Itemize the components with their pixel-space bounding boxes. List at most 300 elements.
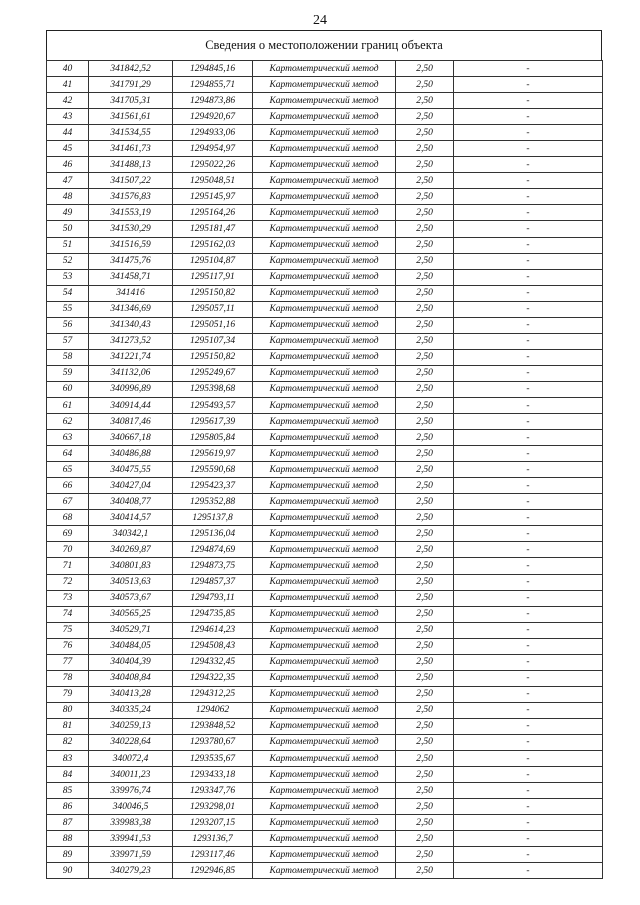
cell-point-number: 78 — [47, 670, 89, 686]
table-row — [47, 109, 603, 125]
cell-coordinate-y: 1293207,15 — [173, 815, 253, 831]
cell-method: Картометрический метод — [253, 734, 396, 750]
cell-accuracy: 2,50 — [396, 189, 454, 205]
cell-point-number: 75 — [47, 622, 89, 638]
cell-point-number: 56 — [47, 317, 89, 333]
cell-coordinate-x: 340335,24 — [89, 702, 173, 718]
cell-point-number: 52 — [47, 253, 89, 269]
cell-method: Картометрический метод — [253, 285, 396, 301]
cell-accuracy: 2,50 — [396, 622, 454, 638]
table-row — [47, 221, 603, 237]
cell-description: - — [454, 799, 603, 815]
cell-description: - — [454, 205, 603, 221]
table-title: Сведения о местоположении границ объекта — [46, 30, 602, 60]
cell-method: Картометрический метод — [253, 718, 396, 734]
table-row — [47, 654, 603, 670]
cell-coordinate-x: 340475,55 — [89, 462, 173, 478]
cell-description: - — [454, 349, 603, 365]
cell-coordinate-y: 1294873,75 — [173, 558, 253, 574]
cell-coordinate-y: 1295249,67 — [173, 365, 253, 381]
cell-point-number: 69 — [47, 526, 89, 542]
cell-description: - — [454, 462, 603, 478]
cell-point-number: 86 — [47, 799, 89, 815]
cell-method: Картометрический метод — [253, 141, 396, 157]
cell-point-number: 59 — [47, 365, 89, 381]
table-row — [47, 558, 603, 574]
cell-coordinate-x: 341534,55 — [89, 125, 173, 141]
cell-accuracy: 2,50 — [396, 863, 454, 879]
table-row — [47, 189, 603, 205]
table-row — [47, 702, 603, 718]
cell-coordinate-y: 1295423,37 — [173, 478, 253, 494]
cell-method: Картометрический метод — [253, 558, 396, 574]
cell-accuracy: 2,50 — [396, 221, 454, 237]
cell-accuracy: 2,50 — [396, 590, 454, 606]
table-row — [47, 799, 603, 815]
cell-accuracy: 2,50 — [396, 702, 454, 718]
cell-coordinate-y: 1295048,51 — [173, 173, 253, 189]
cell-description: - — [454, 269, 603, 285]
cell-method: Картометрический метод — [253, 606, 396, 622]
table-row — [47, 847, 603, 863]
cell-point-number: 46 — [47, 157, 89, 173]
cell-coordinate-y: 1294873,86 — [173, 93, 253, 109]
cell-point-number: 55 — [47, 301, 89, 317]
cell-method: Картометрический метод — [253, 269, 396, 285]
cell-coordinate-x: 341791,29 — [89, 77, 173, 93]
table-row — [47, 317, 603, 333]
cell-method: Картометрический метод — [253, 221, 396, 237]
cell-point-number: 49 — [47, 205, 89, 221]
cell-method: Картометрический метод — [253, 622, 396, 638]
cell-accuracy: 2,50 — [396, 93, 454, 109]
cell-accuracy: 2,50 — [396, 815, 454, 831]
table-row — [47, 77, 603, 93]
cell-coordinate-x: 341132,06 — [89, 365, 173, 381]
cell-coordinate-x: 341576,83 — [89, 189, 173, 205]
cell-point-number: 87 — [47, 815, 89, 831]
cell-point-number: 61 — [47, 397, 89, 413]
cell-accuracy: 2,50 — [396, 831, 454, 847]
cell-description: - — [454, 189, 603, 205]
cell-coordinate-y: 1295107,34 — [173, 333, 253, 349]
cell-point-number: 70 — [47, 542, 89, 558]
cell-method: Картометрический метод — [253, 638, 396, 654]
cell-accuracy: 2,50 — [396, 654, 454, 670]
cell-coordinate-x: 341346,69 — [89, 301, 173, 317]
cell-method: Картометрический метод — [253, 702, 396, 718]
table-row — [47, 446, 603, 462]
cell-method: Картометрический метод — [253, 494, 396, 510]
cell-coordinate-y: 1294954,97 — [173, 141, 253, 157]
cell-coordinate-y: 1295619,97 — [173, 446, 253, 462]
cell-method: Картометрический метод — [253, 670, 396, 686]
cell-method: Картометрический метод — [253, 93, 396, 109]
cell-coordinate-y: 1295162,03 — [173, 237, 253, 253]
cell-accuracy: 2,50 — [396, 253, 454, 269]
cell-description: - — [454, 542, 603, 558]
cell-accuracy: 2,50 — [396, 751, 454, 767]
cell-method: Картометрический метод — [253, 783, 396, 799]
page-number: 24 — [313, 13, 327, 28]
cell-accuracy: 2,50 — [396, 510, 454, 526]
cell-description: - — [454, 558, 603, 574]
table-row — [47, 815, 603, 831]
table-row — [47, 237, 603, 253]
cell-point-number: 67 — [47, 494, 89, 510]
cell-method: Картометрический метод — [253, 751, 396, 767]
cell-coordinate-x: 340513,63 — [89, 574, 173, 590]
cell-coordinate-x: 340046,5 — [89, 799, 173, 815]
table-row — [47, 462, 603, 478]
table-row — [47, 173, 603, 189]
cell-accuracy: 2,50 — [396, 783, 454, 799]
cell-coordinate-y: 1294857,37 — [173, 574, 253, 590]
cell-coordinate-y: 1295104,87 — [173, 253, 253, 269]
cell-method: Картометрический метод — [253, 333, 396, 349]
table-row — [47, 751, 603, 767]
cell-coordinate-y: 1295805,84 — [173, 430, 253, 446]
cell-coordinate-y: 1295051,16 — [173, 317, 253, 333]
cell-description: - — [454, 173, 603, 189]
cell-point-number: 40 — [47, 61, 89, 77]
table-row — [47, 670, 603, 686]
cell-description: - — [454, 831, 603, 847]
cell-accuracy: 2,50 — [396, 205, 454, 221]
cell-method: Картометрический метод — [253, 462, 396, 478]
cell-point-number: 84 — [47, 767, 89, 783]
cell-coordinate-x: 340413,28 — [89, 686, 173, 702]
cell-method: Картометрический метод — [253, 478, 396, 494]
cell-point-number: 81 — [47, 718, 89, 734]
cell-description: - — [454, 285, 603, 301]
cell-coordinate-x: 340801,83 — [89, 558, 173, 574]
cell-coordinate-x: 340565,25 — [89, 606, 173, 622]
cell-point-number: 68 — [47, 510, 89, 526]
table-row — [47, 767, 603, 783]
table-row — [47, 365, 603, 381]
cell-accuracy: 2,50 — [396, 718, 454, 734]
cell-coordinate-y: 1295057,11 — [173, 301, 253, 317]
cell-coordinate-y: 1294062 — [173, 702, 253, 718]
cell-coordinate-y: 1294845,16 — [173, 61, 253, 77]
cell-description: - — [454, 734, 603, 750]
cell-description: - — [454, 847, 603, 863]
table-row — [47, 590, 603, 606]
cell-coordinate-x: 340408,84 — [89, 670, 173, 686]
table-row — [47, 93, 603, 109]
cell-coordinate-x: 340408,77 — [89, 494, 173, 510]
cell-coordinate-y: 1295137,8 — [173, 510, 253, 526]
cell-description: - — [454, 109, 603, 125]
cell-coordinate-y: 1293433,18 — [173, 767, 253, 783]
cell-point-number: 85 — [47, 783, 89, 799]
cell-accuracy: 2,50 — [396, 430, 454, 446]
cell-point-number: 58 — [47, 349, 89, 365]
cell-point-number: 79 — [47, 686, 89, 702]
cell-accuracy: 2,50 — [396, 381, 454, 397]
table-row — [47, 606, 603, 622]
cell-method: Картометрический метод — [253, 109, 396, 125]
cell-accuracy: 2,50 — [396, 414, 454, 430]
cell-description: - — [454, 317, 603, 333]
cell-coordinate-y: 1295022,26 — [173, 157, 253, 173]
cell-coordinate-y: 1295145,97 — [173, 189, 253, 205]
cell-coordinate-x: 341561,61 — [89, 109, 173, 125]
cell-accuracy: 2,50 — [396, 397, 454, 413]
cell-point-number: 66 — [47, 478, 89, 494]
cell-point-number: 47 — [47, 173, 89, 189]
cell-coordinate-x: 340667,18 — [89, 430, 173, 446]
cell-coordinate-y: 1294614,23 — [173, 622, 253, 638]
cell-description: - — [454, 125, 603, 141]
cell-point-number: 57 — [47, 333, 89, 349]
cell-coordinate-x: 340228,64 — [89, 734, 173, 750]
cell-description: - — [454, 622, 603, 638]
cell-coordinate-y: 1293535,67 — [173, 751, 253, 767]
cell-coordinate-y: 1293848,52 — [173, 718, 253, 734]
table-row — [47, 349, 603, 365]
cell-coordinate-y: 1295398,68 — [173, 381, 253, 397]
cell-method: Картометрический метод — [253, 237, 396, 253]
cell-coordinate-x: 341475,76 — [89, 253, 173, 269]
table-row — [47, 734, 603, 750]
table-row — [47, 285, 603, 301]
cell-accuracy: 2,50 — [396, 558, 454, 574]
cell-coordinate-x: 340914,44 — [89, 397, 173, 413]
cell-description: - — [454, 494, 603, 510]
boundary-coordinates-table — [46, 60, 603, 879]
cell-description: - — [454, 526, 603, 542]
cell-description: - — [454, 670, 603, 686]
cell-accuracy: 2,50 — [396, 574, 454, 590]
cell-coordinate-y: 1294920,67 — [173, 109, 253, 125]
cell-coordinate-x: 341516,59 — [89, 237, 173, 253]
cell-coordinate-x: 341458,71 — [89, 269, 173, 285]
cell-method: Картометрический метод — [253, 77, 396, 93]
cell-method: Картометрический метод — [253, 157, 396, 173]
cell-description: - — [454, 590, 603, 606]
table-row — [47, 622, 603, 638]
cell-accuracy: 2,50 — [396, 847, 454, 863]
table-row — [47, 301, 603, 317]
cell-point-number: 42 — [47, 93, 89, 109]
cell-coordinate-x: 341842,52 — [89, 61, 173, 77]
cell-coordinate-x: 340484,05 — [89, 638, 173, 654]
cell-description: - — [454, 702, 603, 718]
table-row — [47, 157, 603, 173]
cell-coordinate-y: 1295150,82 — [173, 349, 253, 365]
cell-coordinate-y: 1295117,91 — [173, 269, 253, 285]
table-row — [47, 381, 603, 397]
table-row — [47, 718, 603, 734]
cell-coordinate-x: 340269,87 — [89, 542, 173, 558]
cell-accuracy: 2,50 — [396, 767, 454, 783]
table-row — [47, 205, 603, 221]
cell-accuracy: 2,50 — [396, 109, 454, 125]
cell-method: Картометрический метод — [253, 686, 396, 702]
cell-accuracy: 2,50 — [396, 638, 454, 654]
cell-description: - — [454, 253, 603, 269]
table-row — [47, 863, 603, 879]
cell-method: Картометрический метод — [253, 349, 396, 365]
cell-accuracy: 2,50 — [396, 365, 454, 381]
cell-coordinate-y: 1295181,47 — [173, 221, 253, 237]
table-row — [47, 510, 603, 526]
cell-coordinate-x: 341221,74 — [89, 349, 173, 365]
cell-accuracy: 2,50 — [396, 77, 454, 93]
table-row — [47, 526, 603, 542]
cell-description: - — [454, 93, 603, 109]
cell-coordinate-y: 1295617,39 — [173, 414, 253, 430]
cell-description: - — [454, 141, 603, 157]
cell-accuracy: 2,50 — [396, 301, 454, 317]
cell-accuracy: 2,50 — [396, 446, 454, 462]
cell-accuracy: 2,50 — [396, 349, 454, 365]
cell-accuracy: 2,50 — [396, 686, 454, 702]
table-row — [47, 783, 603, 799]
cell-coordinate-y: 1294855,71 — [173, 77, 253, 93]
cell-accuracy: 2,50 — [396, 606, 454, 622]
cell-method: Картометрический метод — [253, 847, 396, 863]
cell-coordinate-y: 1294332,45 — [173, 654, 253, 670]
cell-description: - — [454, 574, 603, 590]
table-row — [47, 253, 603, 269]
cell-coordinate-y: 1295136,04 — [173, 526, 253, 542]
cell-coordinate-y: 1293347,76 — [173, 783, 253, 799]
cell-method: Картометрический метод — [253, 799, 396, 815]
cell-description: - — [454, 510, 603, 526]
cell-method: Картометрический метод — [253, 61, 396, 77]
cell-coordinate-y: 1295352,88 — [173, 494, 253, 510]
cell-coordinate-x: 340342,1 — [89, 526, 173, 542]
cell-coordinate-x: 341340,43 — [89, 317, 173, 333]
cell-method: Картометрический метод — [253, 654, 396, 670]
cell-coordinate-x: 341273,52 — [89, 333, 173, 349]
cell-point-number: 71 — [47, 558, 89, 574]
cell-coordinate-x: 340072,4 — [89, 751, 173, 767]
cell-description: - — [454, 333, 603, 349]
cell-coordinate-x: 340996,89 — [89, 381, 173, 397]
cell-coordinate-x: 340259,13 — [89, 718, 173, 734]
cell-method: Картометрический метод — [253, 767, 396, 783]
cell-coordinate-x: 341507,22 — [89, 173, 173, 189]
cell-method: Картометрический метод — [253, 526, 396, 542]
table-row — [47, 397, 603, 413]
cell-point-number: 62 — [47, 414, 89, 430]
cell-method: Картометрический метод — [253, 253, 396, 269]
cell-coordinate-x: 339983,38 — [89, 815, 173, 831]
cell-coordinate-x: 341530,29 — [89, 221, 173, 237]
cell-accuracy: 2,50 — [396, 542, 454, 558]
table-row — [47, 542, 603, 558]
cell-description: - — [454, 654, 603, 670]
cell-point-number: 65 — [47, 462, 89, 478]
cell-description: - — [454, 365, 603, 381]
cell-accuracy: 2,50 — [396, 333, 454, 349]
cell-accuracy: 2,50 — [396, 799, 454, 815]
cell-point-number: 41 — [47, 77, 89, 93]
cell-coordinate-x: 340486,88 — [89, 446, 173, 462]
cell-description: - — [454, 237, 603, 253]
cell-description: - — [454, 638, 603, 654]
cell-accuracy: 2,50 — [396, 317, 454, 333]
cell-method: Картометрический метод — [253, 189, 396, 205]
cell-point-number: 44 — [47, 125, 89, 141]
cell-accuracy: 2,50 — [396, 734, 454, 750]
cell-coordinate-y: 1293117,46 — [173, 847, 253, 863]
cell-point-number: 76 — [47, 638, 89, 654]
cell-method: Картометрический метод — [253, 173, 396, 189]
cell-point-number: 80 — [47, 702, 89, 718]
cell-coordinate-y: 1295590,68 — [173, 462, 253, 478]
cell-coordinate-x: 340427,04 — [89, 478, 173, 494]
table-row — [47, 269, 603, 285]
cell-description: - — [454, 397, 603, 413]
cell-description: - — [454, 478, 603, 494]
cell-description: - — [454, 381, 603, 397]
cell-description: - — [454, 157, 603, 173]
cell-accuracy: 2,50 — [396, 462, 454, 478]
cell-accuracy: 2,50 — [396, 285, 454, 301]
cell-point-number: 51 — [47, 237, 89, 253]
cell-description: - — [454, 77, 603, 93]
cell-point-number: 77 — [47, 654, 89, 670]
cell-method: Картометрический метод — [253, 301, 396, 317]
cell-method: Картометрический метод — [253, 510, 396, 526]
cell-method: Картометрический метод — [253, 430, 396, 446]
cell-accuracy: 2,50 — [396, 526, 454, 542]
cell-description: - — [454, 751, 603, 767]
table-row — [47, 61, 603, 77]
cell-point-number: 73 — [47, 590, 89, 606]
cell-coordinate-x: 341461,73 — [89, 141, 173, 157]
cell-coordinate-y: 1295150,82 — [173, 285, 253, 301]
cell-method: Картометрический метод — [253, 863, 396, 879]
cell-point-number: 63 — [47, 430, 89, 446]
cell-coordinate-x: 339976,74 — [89, 783, 173, 799]
cell-coordinate-x: 340414,57 — [89, 510, 173, 526]
cell-method: Картометрический метод — [253, 397, 396, 413]
cell-accuracy: 2,50 — [396, 173, 454, 189]
cell-point-number: 54 — [47, 285, 89, 301]
cell-description: - — [454, 815, 603, 831]
cell-method: Картометрический метод — [253, 125, 396, 141]
cell-point-number: 89 — [47, 847, 89, 863]
cell-accuracy: 2,50 — [396, 269, 454, 285]
cell-description: - — [454, 863, 603, 879]
cell-method: Картометрический метод — [253, 414, 396, 430]
table-row — [47, 125, 603, 141]
table-row — [47, 414, 603, 430]
cell-description: - — [454, 767, 603, 783]
cell-description: - — [454, 686, 603, 702]
cell-point-number: 88 — [47, 831, 89, 847]
cell-coordinate-y: 1295493,57 — [173, 397, 253, 413]
cell-method: Картометрический метод — [253, 317, 396, 333]
cell-method: Картометрический метод — [253, 574, 396, 590]
cell-coordinate-x: 341553,19 — [89, 205, 173, 221]
cell-method: Картометрический метод — [253, 205, 396, 221]
cell-coordinate-y: 1293298,01 — [173, 799, 253, 815]
cell-coordinate-x: 339941,53 — [89, 831, 173, 847]
cell-coordinate-y: 1294322,35 — [173, 670, 253, 686]
table-body — [47, 61, 603, 879]
cell-coordinate-x: 341488,13 — [89, 157, 173, 173]
cell-description: - — [454, 718, 603, 734]
cell-description: - — [454, 61, 603, 77]
cell-point-number: 43 — [47, 109, 89, 125]
